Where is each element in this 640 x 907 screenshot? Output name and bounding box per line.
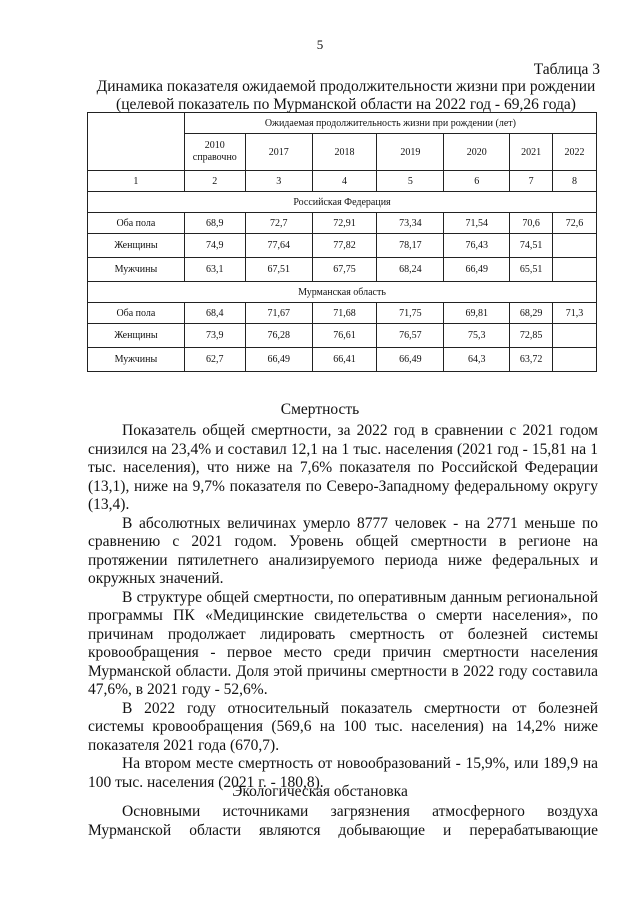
- table-cell: 62,7: [184, 348, 245, 372]
- paragraph: В абсолютных величинах умерло 8777 человек - на 2771 меньше по сравнению с 2021 годом. Уровень общей смертности в регионе на протяжении пятилетнего анализируемого периода ниже федеральных и окружных значений.: [88, 514, 598, 587]
- table-cell: 67,75: [312, 258, 377, 282]
- page-number: 5: [316, 37, 324, 52]
- table-cell: 76,61: [312, 324, 377, 348]
- row-label: Мужчины: [88, 258, 185, 282]
- paragraph: В 2022 году относительный показатель смертности от болезней системы кровообращения (569,6 на 100 тыс. населения) на 14,2% ниже показателя 2021 года (670,7).: [88, 699, 598, 754]
- mortality-text: [88, 422, 598, 792]
- table-cell: [553, 234, 597, 258]
- column-number: 5: [377, 171, 444, 192]
- section-title: Российская Федерация: [88, 192, 597, 213]
- section-title: Мурманская область: [88, 282, 597, 303]
- column-number: 1: [88, 171, 185, 192]
- table-cell: 76,43: [444, 234, 510, 258]
- life-expectancy-table: [87, 112, 597, 372]
- row-label: Оба пола: [88, 213, 185, 234]
- year-header: 2019: [377, 134, 444, 171]
- table-cell: [553, 324, 597, 348]
- row-label: Женщины: [88, 324, 185, 348]
- year-header: 2021: [510, 134, 553, 171]
- table-cell: 63,1: [184, 258, 245, 282]
- column-number: 3: [245, 171, 312, 192]
- table-cell: 76,28: [245, 324, 312, 348]
- table-label: Таблица 3: [533, 61, 600, 78]
- table-cell: 67,51: [245, 258, 312, 282]
- table-cell: 75,3: [444, 324, 510, 348]
- table-cell: 70,6: [510, 213, 553, 234]
- table-cell: 71,54: [444, 213, 510, 234]
- table-cell: 76,57: [377, 324, 444, 348]
- paragraph: Основными источниками загрязнения атмосферного воздуха Мурманской области являются добывающие и перерабатывающие: [88, 803, 598, 839]
- year-header: 2010 справочно: [184, 134, 245, 171]
- paragraph: В структуре общей смертности, по оперативным данным региональной программы ПК «Медицинские свидетельства о смерти населения», по причинам продолжает лидировать смертность от болезней системы кровообращения - первое место среди причин смертности населения Мурманской области. Доля этой причины смертности в 2022 году составила 47,6%, в 2021 году - 52,6%.: [88, 588, 598, 698]
- row-label: Женщины: [88, 234, 185, 258]
- table-cell: 73,34: [377, 213, 444, 234]
- table-cell: 71,68: [312, 303, 377, 324]
- table-row: [88, 348, 597, 372]
- table-cell: 78,17: [377, 234, 444, 258]
- table-cell: 68,4: [184, 303, 245, 324]
- table-cell: 72,85: [510, 324, 553, 348]
- table-cell: 66,49: [377, 348, 444, 372]
- year-header: 2017: [245, 134, 312, 171]
- group-header: Ожидаемая продолжительность жизни при рождении (лет): [184, 113, 596, 134]
- table-row: [88, 258, 597, 282]
- table-row: [88, 213, 597, 234]
- table-cell: 64,3: [444, 348, 510, 372]
- year-header: 2018: [312, 134, 377, 171]
- row-label: Мужчины: [88, 348, 185, 372]
- table-cell: 74,9: [184, 234, 245, 258]
- table-cell: 68,24: [377, 258, 444, 282]
- mortality-heading: Смертность: [280, 401, 360, 418]
- paragraph: На втором месте смертность от новообразований - 15,9%, или 189,9 на 100 тыс. населения (2021 г. - 180,8).: [88, 755, 598, 791]
- year-header: 2020: [444, 134, 510, 171]
- table-cell: 77,64: [245, 234, 312, 258]
- table-cell: 66,49: [444, 258, 510, 282]
- table-cell: 71,75: [377, 303, 444, 324]
- table-title-line-2: (целевой показатель по Мурманской области на 2022 год - 69,26 года): [116, 96, 576, 113]
- table-cell: 65,51: [510, 258, 553, 282]
- column-number-row: [88, 171, 597, 192]
- column-number: 7: [510, 171, 553, 192]
- table-cell: 71,3: [553, 303, 597, 324]
- table-cell: [553, 258, 597, 282]
- table-cell: 74,51: [510, 234, 553, 258]
- table-cell: 72,91: [312, 213, 377, 234]
- ecology-heading: Экологическая обстановка: [232, 783, 408, 800]
- table-cell: [553, 348, 597, 372]
- ecology-text: [88, 803, 598, 840]
- table-row: [88, 303, 597, 324]
- row-label: Оба пола: [88, 303, 185, 324]
- table-cell: 63,72: [510, 348, 553, 372]
- table-title: [86, 78, 606, 114]
- table-cell: 71,67: [245, 303, 312, 324]
- table-cell: 69,81: [444, 303, 510, 324]
- table-row: [88, 234, 597, 258]
- table-row: [88, 324, 597, 348]
- table-cell: 72,7: [245, 213, 312, 234]
- column-number: 8: [553, 171, 597, 192]
- table-cell: 68,9: [184, 213, 245, 234]
- year-header: 2022: [553, 134, 597, 171]
- table-cell: 77,82: [312, 234, 377, 258]
- table-cell: 73,9: [184, 324, 245, 348]
- paragraph: Показатель общей смертности, за 2022 год в сравнении с 2021 годом снизился на 23,4% и составил 12,1 на 1 тыс. населения (2021 год - 15,81 на 1 тыс. населения), что ниже на 7,6% показателя по Российской Федерации (13,1), ниже на 9,7% показателя по Северо-Западному федеральному округу (13,4).: [88, 422, 598, 513]
- column-number: 6: [444, 171, 510, 192]
- table-corner-cell: [88, 113, 185, 171]
- column-number: 4: [312, 171, 377, 192]
- table-cell: 68,29: [510, 303, 553, 324]
- table-cell: 66,49: [245, 348, 312, 372]
- table-cell: 66,41: [312, 348, 377, 372]
- table-title-line-1: Динамика показателя ожидаемой продолжительности жизни при рождении: [96, 78, 596, 95]
- table-cell: 72,6: [553, 213, 597, 234]
- column-number: 2: [184, 171, 245, 192]
